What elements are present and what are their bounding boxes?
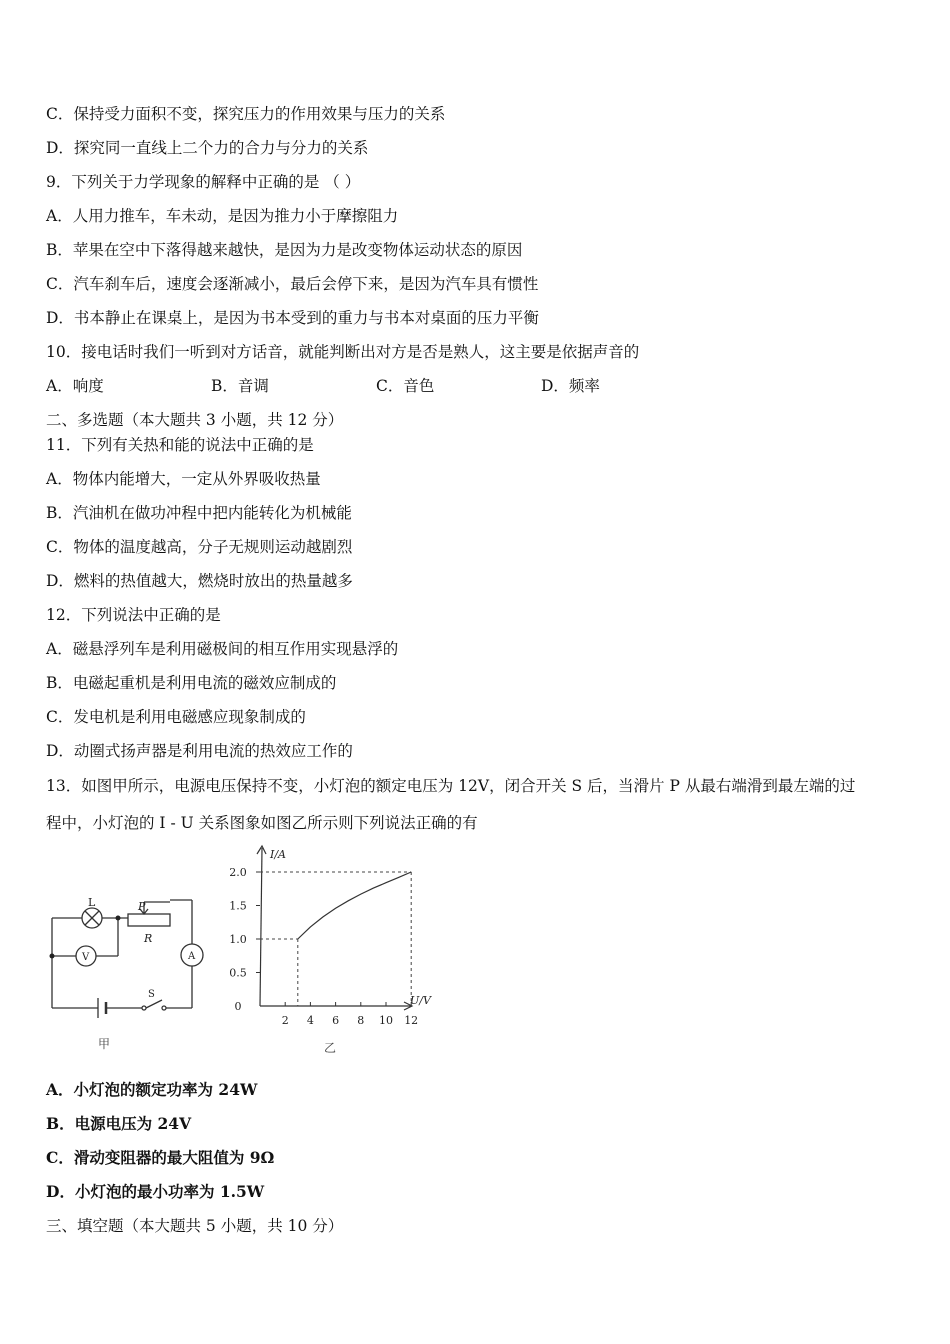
y-tick-label: 0 — [234, 1000, 242, 1013]
y-tick-label: 1.0 — [229, 933, 247, 946]
q9-option-c: C．汽车刹车后，速度会逐渐减小，最后会停下来，是因为汽车具有惯性 — [46, 275, 539, 293]
iu-chart — [229, 846, 432, 1055]
q13-option-c: C．滑动变阻器的最大阻值为 9Ω — [46, 1148, 275, 1167]
q10-option-c: C．音色 — [376, 377, 435, 395]
q11-option-d: D．燃料的热值越大，燃烧时放出的热量越多 — [46, 572, 353, 590]
x-tick-label: 4 — [306, 1014, 314, 1027]
q8-option-d: D．探究同一直线上二个力的合力与分力的关系 — [46, 139, 369, 157]
switch-contact-left — [142, 1006, 146, 1010]
x-tick-label: 12 — [404, 1014, 419, 1027]
q13-stem-line1: 13．如图甲所示，电源电压保持不变，小灯泡的额定电压为 12V，闭合开关 S 后，当滑片 P 从最右端滑到最左端的过 — [46, 777, 856, 795]
x-tick-label: 10 — [379, 1014, 393, 1027]
junction-dot-left — [50, 954, 55, 959]
q10-option-d: D．频率 — [541, 377, 600, 395]
iu-curve — [298, 872, 411, 939]
resistor-label: R — [144, 932, 153, 945]
voltmeter-label: V — [82, 952, 90, 963]
y-axis-label: I/A — [270, 848, 286, 861]
q9-stem: 9．下列关于力学现象的解释中正确的是 （ ） — [46, 173, 361, 191]
q13-option-b: B．电源电压为 24V — [46, 1114, 192, 1133]
q10-stem: 10．接电话时我们一听到对方话音，就能判断出对方是否是熟人，这主要是依据声音的 — [46, 343, 640, 361]
q10-options — [46, 374, 600, 396]
x-tick-label: 2 — [281, 1014, 289, 1027]
lamp-label: L — [88, 896, 96, 909]
section-2-heading: 二、多选题（本大题共 3 小题，共 12 分） — [46, 411, 344, 429]
q10-option-b: B．音调 — [211, 377, 269, 395]
circuit-diagram — [52, 900, 203, 1018]
x-tick-label: 8 — [357, 1014, 365, 1027]
x-tick-label: 6 — [332, 1014, 340, 1027]
y-tick-label: 2.0 — [229, 866, 247, 879]
switch-contact-right — [162, 1006, 166, 1010]
q12-option-d: D．动圈式扬声器是利用电流的热效应工作的 — [46, 742, 353, 760]
rheostat-body — [128, 914, 170, 926]
q11-option-b: B．汽油机在做功冲程中把内能转化为机械能 — [46, 504, 352, 522]
switch-blade — [146, 1000, 162, 1008]
ammeter-label: A — [188, 951, 196, 962]
q8-option-c: C．保持受力面积不变，探究压力的作用效果与压力的关系 — [46, 105, 446, 123]
q13-stem-line2: 程中，小灯泡的 I - U 关系图象如图乙所示则下列说法正确的有 — [46, 814, 478, 832]
slider-label: P — [138, 900, 146, 913]
section-3-heading: 三、填空题（本大题共 5 小题，共 10 分） — [46, 1217, 344, 1235]
chart-caption: 乙 — [324, 1041, 337, 1055]
q9-option-a: A．人用力推车，车未动，是因为推力小于摩擦阻力 — [46, 207, 399, 225]
y-tick-label: 0.5 — [229, 966, 247, 980]
switch-label: S — [148, 989, 155, 1000]
q12-option-c: C．发电机是利用电磁感应现象制成的 — [46, 708, 306, 726]
q9-option-d: D．书本静止在课桌上，是因为书本受到的重力与书本对桌面的压力平衡 — [46, 309, 539, 327]
q11-option-c: C．物体的温度越高，分子无规则运动越剧烈 — [46, 538, 353, 556]
junction-dot-top — [116, 916, 121, 921]
x-axis-label: U/V — [410, 994, 431, 1007]
q12-option-a: A．磁悬浮列车是利用磁极间的相互作用实现悬浮的 — [46, 640, 399, 658]
q11-option-a: A．物体内能增大，一定从外界吸收热量 — [46, 470, 321, 488]
q10-option-a: A．响度 — [46, 377, 104, 395]
q13-option-a: A．小灯泡的额定功率为 24W — [46, 1080, 258, 1099]
q13-figure — [40, 838, 440, 1060]
q11-stem: 11．下列有关热和能的说法中正确的是 — [46, 436, 314, 454]
y-tick-label: 1.5 — [229, 899, 247, 913]
q12-option-b: B．电磁起重机是利用电流的磁效应制成的 — [46, 674, 337, 692]
q9-option-b: B．苹果在空中下落得越来越快，是因为力是改变物体运动状态的原因 — [46, 241, 523, 259]
circuit-caption: 甲 — [98, 1037, 111, 1051]
q13-option-d: D．小灯泡的最小功率为 1.5W — [46, 1182, 265, 1201]
q12-stem: 12．下列说法中正确的是 — [46, 606, 221, 624]
